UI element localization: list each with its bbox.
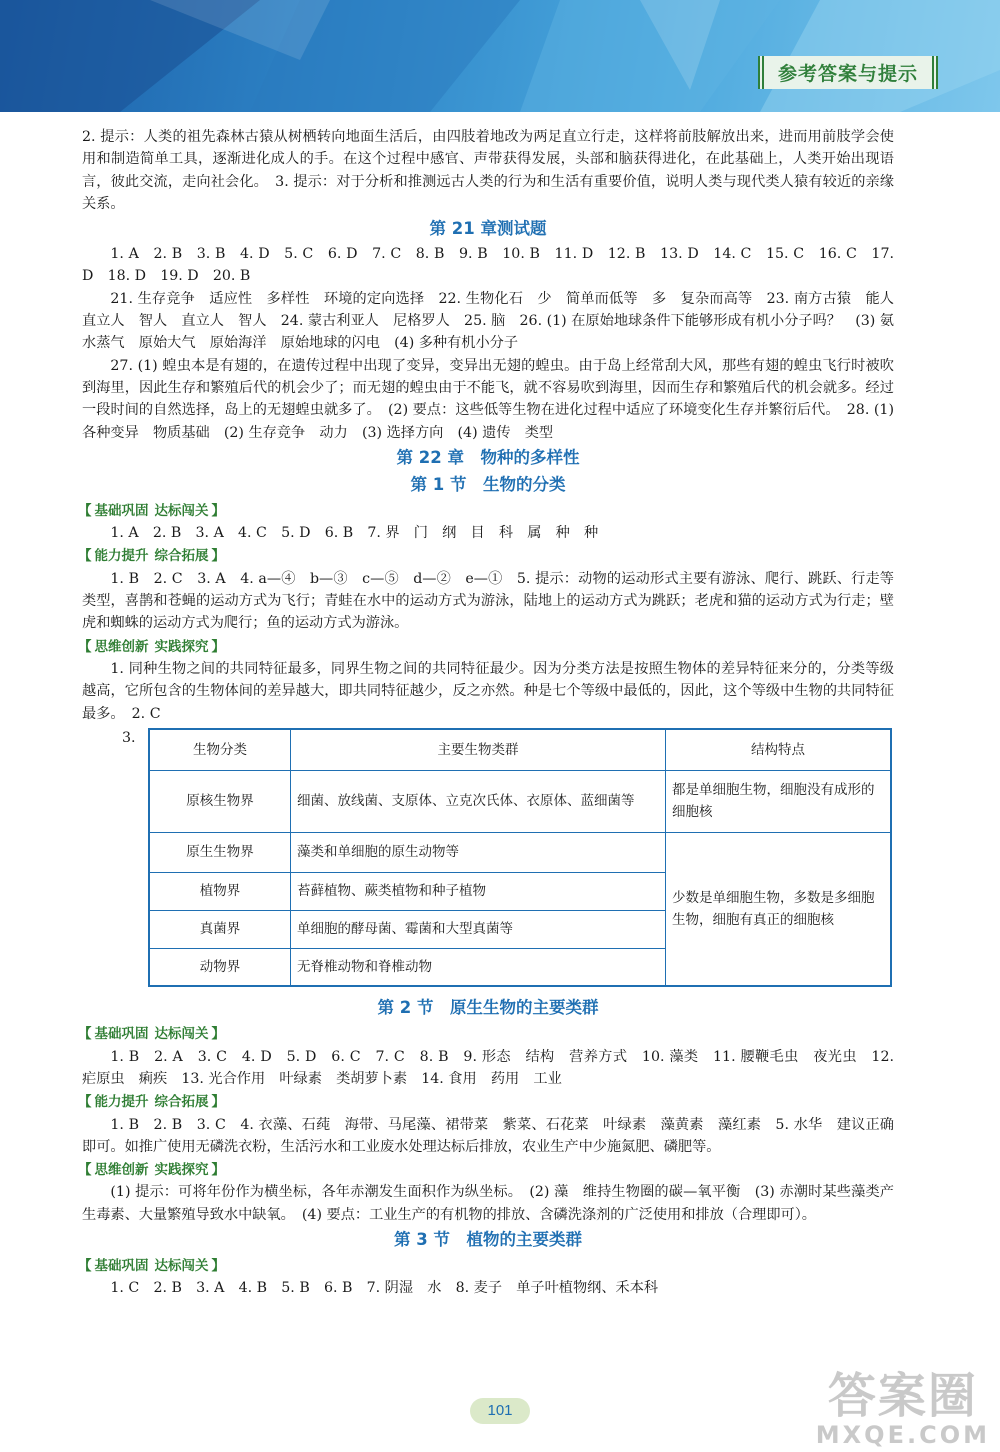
header-cell: 结构特点 [666,729,892,771]
classification-table-block [82,728,894,988]
watermark-main: 答案圈 [827,1368,978,1424]
s1-thinking-answers: 1. 同种生物之间的共同特征最多，同界生物之间的共同特征最少。因为分类方法是按照生物体的差异特征来分的，分类等级越高，它所包含的生物体间的差异越大，即共同特征越少，反之亦然。种是七个等级中最低的，因此，这个等级中生物的共同特征最多。 2. C [82,660,894,722]
header-title: 参考答案与提示 [758,56,938,89]
s2-basic-answers: 1. B 2. A 3. C 4. D 5. D 6. C 7. C 8. B 9. 形态 结构 营养方式 10. 藻类 11. 腰鞭毛虫 夜光虫 12. 疟原虫 痢疾 13. 光合作用 叶绿素 类胡萝卜素 14. 食用 药用 工业 [82,1048,894,1087]
heading-chapter-22: 第 22 章 物种的多样性 [396,447,580,467]
groups-cell: 无脊椎动物和脊椎动物 [291,948,666,986]
groups-cell: 藻类和单细胞的原生动物等 [291,832,666,872]
groups-cell: 单细胞的酵母菌、霉菌和大型真菌等 [291,910,666,948]
header-cell: 主要生物类群 [291,729,666,771]
s2-ability-answers: 1. B 2. B 3. C 4. 衣藻、石莼 海带、马尾藻、裙带菜 紫菜、石花菜 叶绿素 藻黄素 藻红素 5. 水华 建议正确即可。如推广使用无磷洗衣粉，生活污水和工业废水处理达标后排放，农业生产中少施氮肥、磷肥等。 [82,1116,894,1155]
heading-section-3: 第 3 节 植物的主要类群 [394,1230,582,1249]
header-cell: 生物分类 [149,729,291,771]
ch21-answers-1: 1. A 2. B 3. B 4. D 5. C 6. D 7. C 8. B 9. B 10. B 11. D 12. B 13. D 14. C 15. C 16. C 17. D 18. D 19. D 20. B [82,246,894,285]
table-row [149,832,891,872]
s1-ability-answers: 1. B 2. C 3. A 4. a—④ b—③ c—⑤ d—② e—① 5. 提示：动物的运动形式主要有游泳、爬行、跳跃、行走等类型，喜鹊和苍蝇的运动方式为飞行；青蛙在水中的运动方式为游泳，陆地上的运动方式为跳跃；老虎和猫的运动方式为行走；壁虎和蜘蛛的运动方式为爬行；鱼的运动方式为游泳。 [82,570,894,632]
heading-section-1: 第 1 节 生物的分类 [410,474,566,494]
kingdom-cell: 动物界 [149,948,291,986]
page-number: 101 [470,1398,530,1424]
feature-cell: 都是单细胞生物，细胞没有成形的细胞核 [666,770,892,832]
classification-table [148,728,892,988]
table-row [149,770,891,832]
tag-ability: 【 能力提升 综合拓展 】 [78,1094,225,1111]
answer-content [78,126,909,1300]
table-header-row [149,729,891,771]
s3-basic-answers: 1. C 2. B 3. A 4. B 5. B 6. B 7. 阴湿 水 8. 麦子 单子叶植物纲、禾本科 [110,1280,659,1297]
ch21-answers-2: 21. 生存竞争 适应性 多样性 环境的定向选择 22. 生物化石 少 简单而低等 多 复杂而高等 23. 南方古猿 能人 直立人 智人 直立人 智人 24. 蒙古利亚人 尼格罗人 25. 脑 26. (1) 在原始地球条件下能够形成有机小分子吗？ (3) 氨 水蒸气 原始大气 原始海洋 原始地球的闪电 (4) 多种有机小分子 [82,290,909,352]
s2-thinking-answers: (1) 提示：可将年份作为横坐标，各年赤潮发生面积作为纵坐标。 (2) 藻 维持生物圈的碳—氧平衡 (3) 赤潮时某些藻类产生毒素、大量繁殖导致水中缺氧。 (4) 要点：工业生产的有机物的排放、含磷洗涤剂的广泛使用和排放（合理即可）。 [82,1184,894,1223]
watermark-sub: MXQE.COM [815,1421,990,1449]
groups-cell: 苔藓植物、蕨类植物和种子植物 [291,872,666,910]
header-banner [0,0,1000,112]
ch21-answers-3: 27. (1) 蝗虫本是有翅的，在遗传过程中出现了变异，变异出无翅的蝗虫。由于岛上经常刮大风，那些有翅的蝗虫飞行时被吹到海里，因此生存和繁殖后代的机会少了；而无翅的蝗虫由于不能飞，就不容易吹到海里，因而生存和繁殖后代的机会就多。经过一段时间的自然选择，岛上的无翅蝗虫就多了。 (2) 要点：这些低等生物在进化过程中适应了环境变化生存并繁衍后代。 28. (1) 各种变异 物质基础 (2) 生存竞争 动力 (3) 选择方向 (4) 遗传 类型 [82,357,894,441]
tag-ability: 【 能力提升 综合拓展 】 [78,548,225,565]
s1-basic-answers: 1. A 2. B 3. A 4. C 5. D 6. B 7. 界 门 纲 目 科 属 种 种 [110,525,599,542]
heading-chapter-21-test: 第 21 章测试题 [429,219,547,239]
tag-basic: 【 基础巩固 达标闯关 】 [78,1026,225,1043]
kingdom-cell: 原核生物界 [149,770,291,832]
tag-basic: 【 基础巩固 达标闯关 】 [78,1258,225,1274]
tag-basic: 【 基础巩固 达标闯关 】 [78,502,225,519]
kingdom-cell: 原生生物界 [149,832,291,872]
table-number: 3. [122,729,136,746]
watermark-logo [816,1370,990,1448]
groups-cell: 细菌、放线菌、支原体、立克次氏体、衣原体、蓝细菌等 [291,770,666,832]
kingdom-cell: 真菌界 [149,910,291,948]
tag-thinking: 【 思维创新 实践探究 】 [78,1162,225,1179]
tag-thinking: 【 思维创新 实践探究 】 [78,638,225,655]
paragraph-prev-chapter: 2. 提示：人类的祖先森林古猿从树栖转向地面生活后，由四肢着地改为两足直立行走，这样将前肢解放出来，进而用前肢学会使用和制造简单工具，逐渐进化成人的手。在这个过程中感官、声带获得发展，头部和脑获得进化，在此基础上，人类开始出现语言，彼此交流，走向社会化。 3. 提示：对于分析和推测远古人类的行为和生活有重要价值，说明人类与现代类人猿有较近的亲缘关系。 [82,129,894,212]
feature-cell-merged: 少数是单细胞生物，多数是多细胞生物，细胞有真正的细胞核 [666,832,892,986]
kingdom-cell: 植物界 [149,872,291,910]
heading-section-2: 第 2 节 原生生物的主要类群 [377,998,599,1018]
